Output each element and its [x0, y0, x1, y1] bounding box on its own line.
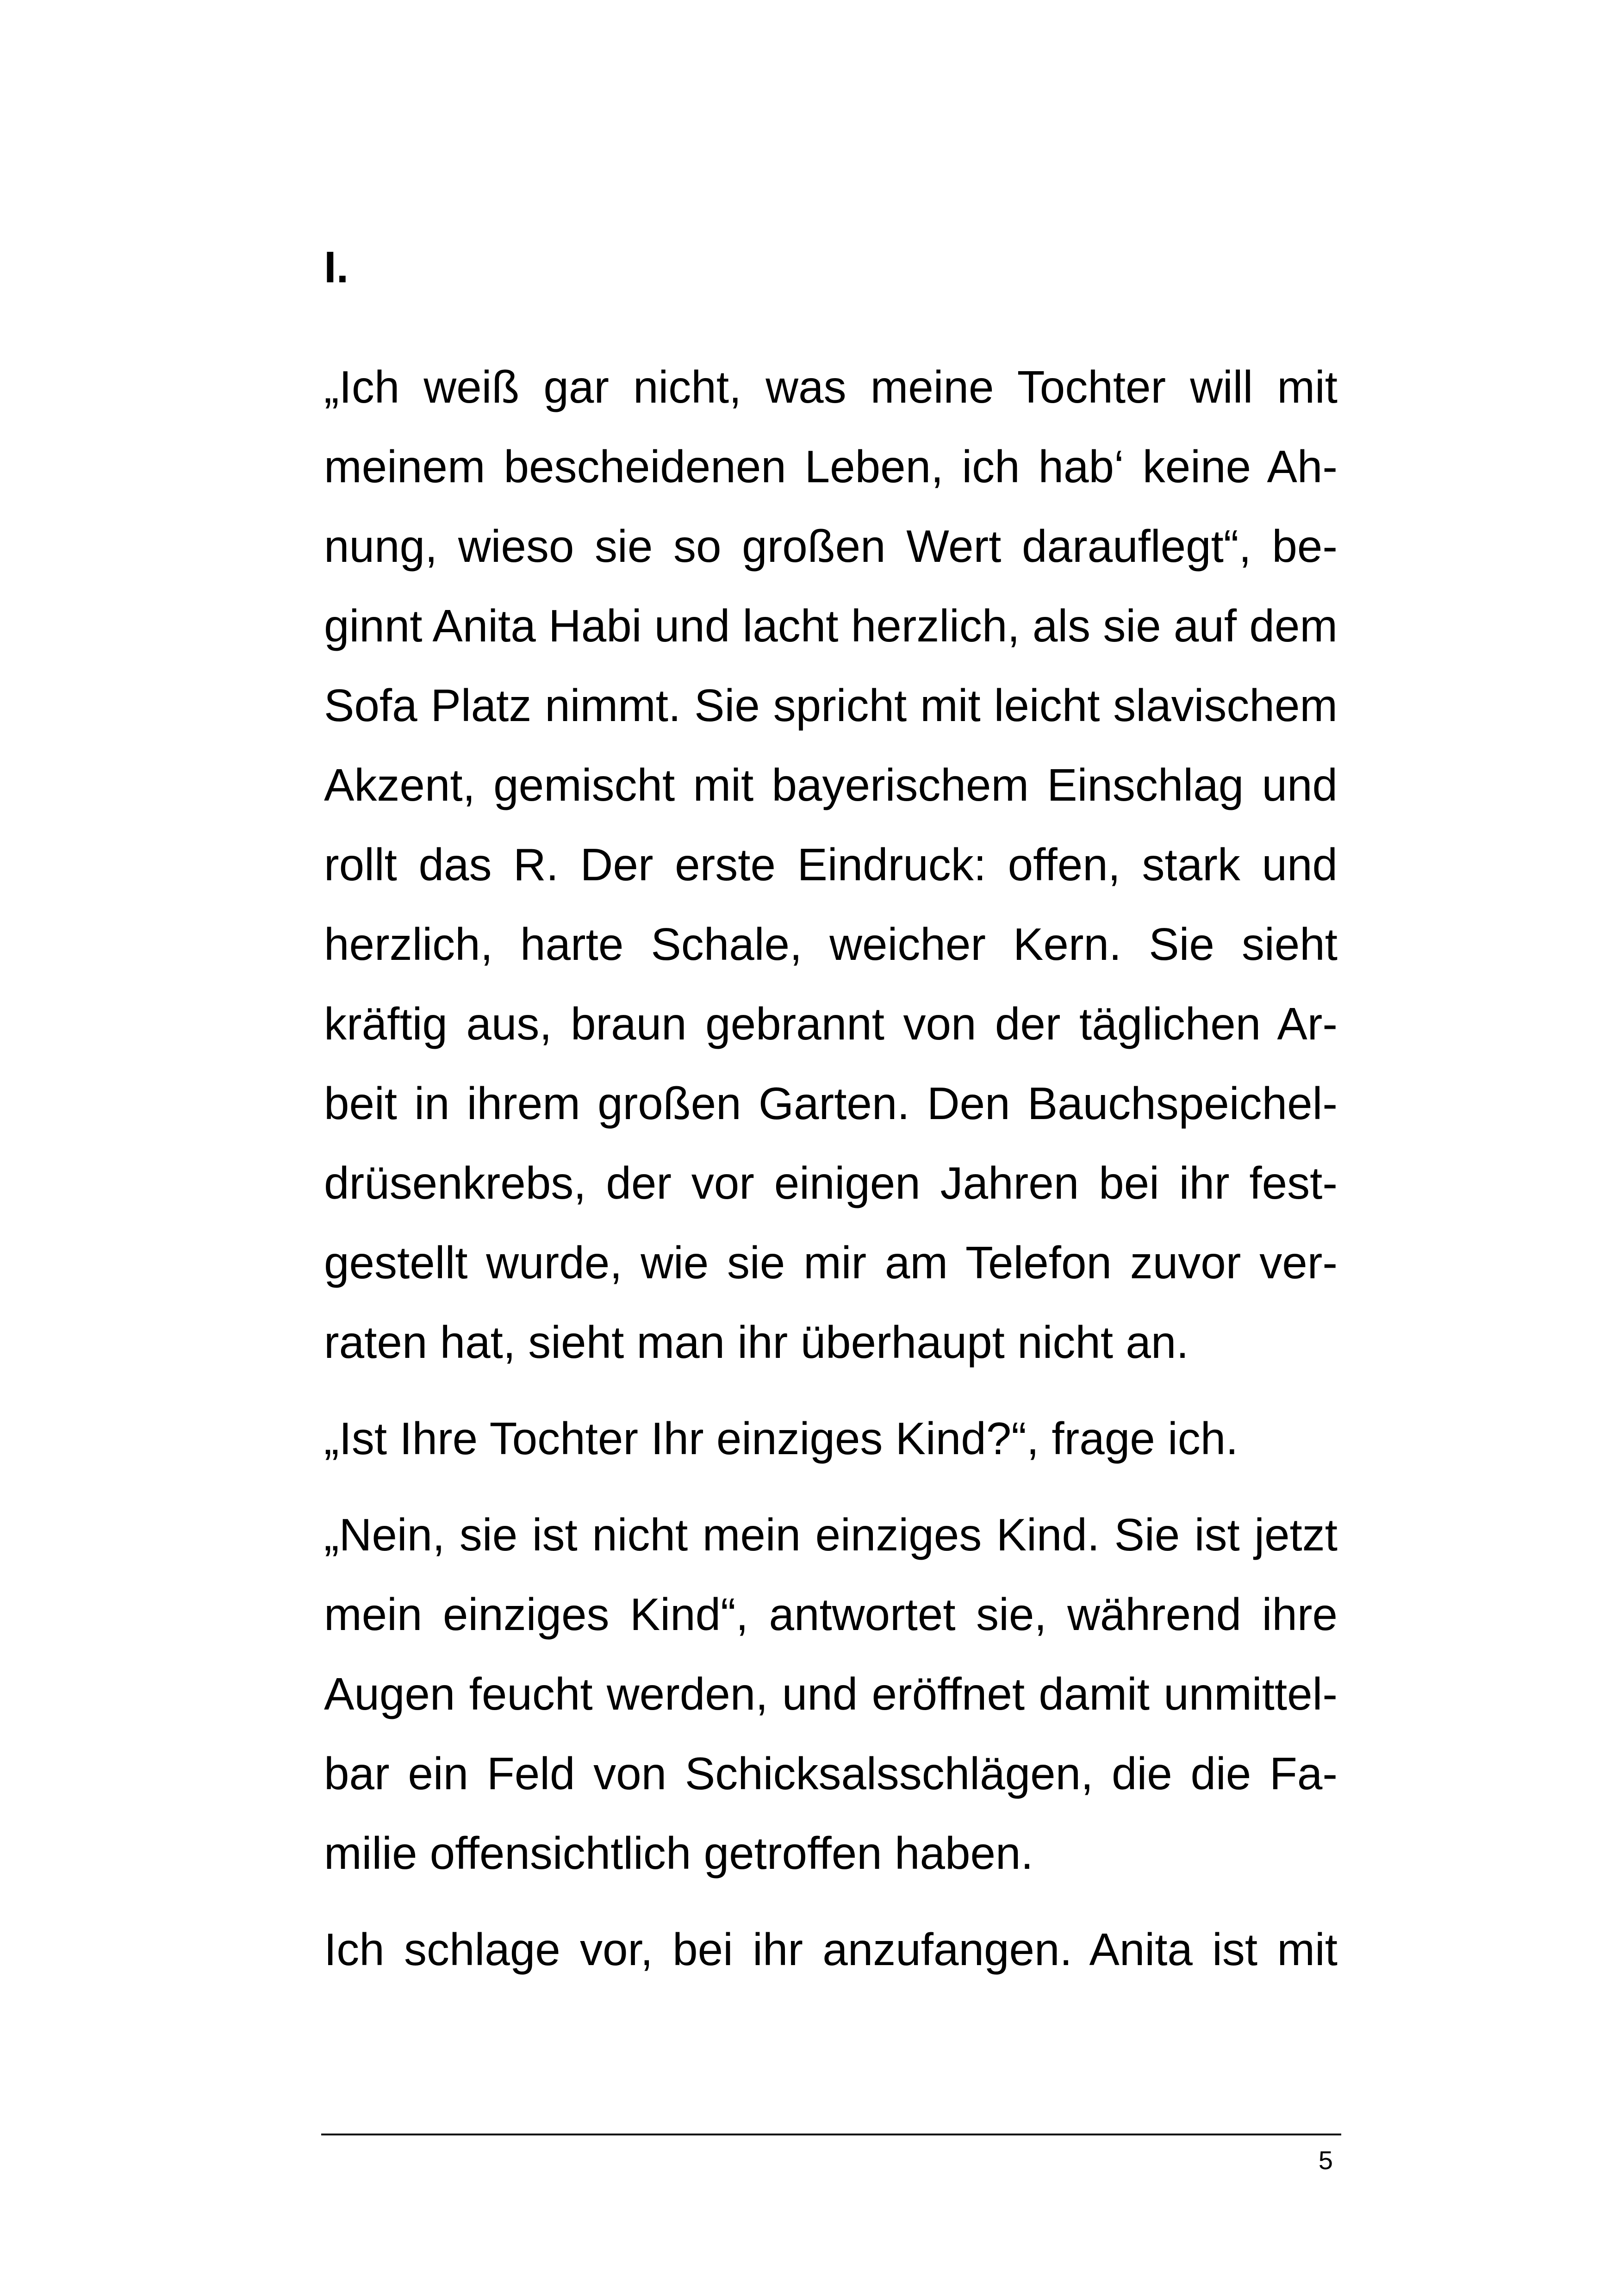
- paragraph-gap: [324, 1893, 1338, 1910]
- text-line: „Nein, sie ist nicht mein einziges Kind. Sie ist jetzt: [324, 1509, 1338, 1560]
- text-line: Sofa Platz nimmt. Sie spricht mit leicht slavischem: [324, 680, 1338, 731]
- text-line: beit in ihrem großen Garten. Den Bauchspeichel-: [324, 1078, 1338, 1129]
- text-line: „Ist Ihre Tochter Ihr einziges Kind?“, frage ich.: [324, 1413, 1238, 1464]
- paragraph-gap: [324, 1478, 1338, 1495]
- text-line: bar ein Feld von Schicksalsschlägen, die die Fa-: [324, 1748, 1338, 1799]
- text-line: herzlich, harte Schale, weicher Kern. Sie sieht: [324, 919, 1338, 970]
- text-line: meinem bescheidenen Leben, ich hab‘ keine Ah-: [324, 441, 1338, 492]
- text-line: raten hat, sieht man ihr überhaupt nicht an.: [324, 1317, 1189, 1368]
- text-line: Akzent, gemischt mit bayerischem Einschlag und: [324, 759, 1338, 810]
- footer-rule: [321, 2134, 1341, 2135]
- paragraph: [324, 347, 1338, 1382]
- text-line: Ich schlage vor, bei ihr anzufangen. Anita ist mit: [324, 1924, 1338, 1975]
- chapter-heading: I.: [324, 243, 349, 292]
- body-text: [324, 347, 1338, 1989]
- text-line: mein einziges Kind“, antwortet sie, während ihre: [324, 1589, 1338, 1640]
- text-line: drüsenkrebs, der vor einigen Jahren bei ihr fest-: [324, 1157, 1338, 1208]
- text-line: rollt das R. Der erste Eindruck: offen, stark und: [324, 839, 1338, 890]
- text-line: „Ich weiß gar nicht, was meine Tochter will mit: [324, 361, 1338, 412]
- text-line: Augen feucht werden, und eröffnet damit unmittel-: [324, 1668, 1338, 1719]
- paragraph: [324, 1399, 1338, 1478]
- text-line: ginnt Anita Habi und lacht herzlich, als sie auf dem: [324, 600, 1338, 651]
- paragraph: [324, 1910, 1338, 1989]
- paragraph: [324, 1495, 1338, 1893]
- text-line: kräftig aus, braun gebrannt von der täglichen Ar-: [324, 998, 1338, 1049]
- text-line: milie offensichtlich getroffen haben.: [324, 1828, 1033, 1879]
- text-line: nung, wieso sie so großen Wert darauflegt“, be-: [324, 521, 1338, 572]
- paragraph-gap: [324, 1382, 1338, 1399]
- page-number: 5: [1318, 2146, 1333, 2175]
- text-line: gestellt wurde, wie sie mir am Telefon zuvor ver-: [324, 1237, 1338, 1288]
